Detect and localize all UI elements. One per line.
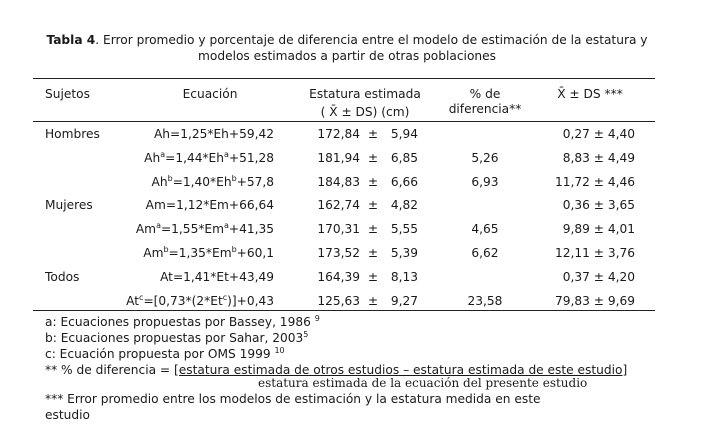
eq-sup2: b bbox=[231, 244, 237, 254]
row-ds: 6,66 bbox=[390, 175, 418, 189]
header-error: X̄ ± DS *** bbox=[557, 87, 623, 101]
row-error: 11,72 ± 4,46 bbox=[555, 175, 635, 189]
row-error: 9,89 ± 4,01 bbox=[562, 222, 635, 236]
header-sujetos: Sujetos bbox=[45, 87, 90, 101]
table-caption bbox=[45, 32, 649, 64]
row-sujetos: Todos bbox=[45, 270, 80, 284]
row-pm: ± bbox=[367, 246, 379, 260]
row-pm: ± bbox=[367, 151, 379, 165]
eq-mid: =1,44*Eh bbox=[165, 151, 224, 165]
header-rule bbox=[33, 121, 655, 122]
footnote-c-ref: 10 bbox=[274, 345, 285, 355]
row-ecuacion bbox=[80, 197, 274, 213]
row-diff: 6,93 bbox=[471, 175, 499, 189]
footnote-error-line2: estudio bbox=[45, 408, 90, 422]
eq-prefix: At bbox=[126, 294, 140, 308]
row-error: 0,27 ± 4,40 bbox=[562, 127, 635, 141]
eq-sup: a bbox=[156, 220, 161, 230]
row-diff: 23,58 bbox=[467, 294, 503, 308]
row-pm: ± bbox=[367, 294, 379, 308]
row-mean: 184,83 bbox=[317, 175, 360, 189]
row-ecuacion bbox=[80, 174, 274, 190]
row-error: 0,37 ± 4,20 bbox=[562, 270, 635, 284]
row-error: 12,11 ± 3,76 bbox=[555, 246, 635, 260]
eq-sup: b bbox=[167, 173, 173, 183]
eq-mid: =1,40*Eh bbox=[172, 175, 232, 189]
footnote-b bbox=[45, 330, 308, 346]
eq-prefix: Am bbox=[135, 222, 157, 236]
row-mean: 172,84 bbox=[317, 127, 360, 141]
row-ds: 4,82 bbox=[390, 198, 418, 212]
eq-suffix: )]+0,43 bbox=[227, 294, 274, 308]
row-mean: 164,39 bbox=[317, 270, 360, 284]
row-mean: 125,63 bbox=[317, 294, 360, 308]
row-diff: 6,62 bbox=[471, 246, 499, 260]
header-diferencia-line2: diferencia** bbox=[448, 102, 522, 116]
row-error: 0,36 ± 3,65 bbox=[562, 198, 635, 212]
row-ds: 9,27 bbox=[390, 294, 418, 308]
row-pm: ± bbox=[367, 175, 379, 189]
row-pm: ± bbox=[367, 270, 379, 284]
eq-mid: =[0,73*(2*Et bbox=[143, 294, 223, 308]
eq-suffix: +57,8 bbox=[236, 175, 274, 189]
eq-prefix: Ah bbox=[151, 175, 168, 189]
footnote-diferencia-denominator: estatura estimada de la ecuación del presente estudio bbox=[258, 376, 588, 390]
row-ds: 6,85 bbox=[390, 151, 418, 165]
row-mean: 162,74 bbox=[317, 198, 360, 212]
eq-sup2: b bbox=[231, 173, 237, 183]
row-mean: 170,31 bbox=[317, 222, 360, 236]
row-ds: 5,94 bbox=[390, 127, 418, 141]
eq-sup: c bbox=[139, 292, 144, 302]
row-error: 8,83 ± 4,49 bbox=[562, 151, 635, 165]
row-ds: 5,55 bbox=[390, 222, 418, 236]
row-ecuacion bbox=[80, 221, 274, 237]
footnote-c-text: c: Ecuación propuesta por OMS 1999 bbox=[45, 347, 275, 361]
header-diferencia-line1: % de bbox=[469, 87, 501, 101]
caption-text: . Error promedio y porcentaje de diferencia entre el modelo de estimación de la estatura y modelos estimados a partir de otras poblaciones bbox=[95, 33, 648, 63]
footnote-diferencia-prefix: ** % de diferencia = bbox=[45, 363, 175, 377]
top-rule bbox=[33, 78, 655, 79]
row-diff: 5,26 bbox=[471, 151, 499, 165]
footnote-b-text: b: Ecuaciones propuestas por Sahar, 2003 bbox=[45, 331, 304, 345]
eq-mid: =1,55*Em bbox=[160, 222, 224, 236]
eq-suffix: +51,28 bbox=[228, 151, 274, 165]
eq-sup: b bbox=[163, 244, 169, 254]
eq-prefix: Am bbox=[143, 246, 164, 260]
eq-suffix: +41,35 bbox=[228, 222, 274, 236]
caption-label: Tabla 4 bbox=[46, 33, 96, 47]
row-ds: 8,13 bbox=[390, 270, 418, 284]
footnote-error-line1: *** Error promedio entre los modelos de estimación y la estatura medida en este bbox=[45, 392, 541, 406]
row-ecuacion bbox=[80, 150, 274, 166]
footnote-a-text: a: Ecuaciones propuestas por Bassey, 1986 bbox=[45, 315, 315, 329]
row-ecuacion bbox=[80, 245, 274, 261]
eq-sup2: a bbox=[223, 220, 229, 230]
eq-prefix: Ah=1,25*Eh+59,42 bbox=[153, 127, 274, 141]
eq-sup2: a bbox=[223, 149, 229, 159]
row-ds: 5,39 bbox=[390, 246, 418, 260]
row-ecuacion bbox=[80, 269, 274, 285]
row-sujetos: Hombres bbox=[45, 127, 100, 141]
footnote-a-ref: 9 bbox=[314, 313, 320, 323]
row-diff: 4,65 bbox=[471, 222, 499, 236]
row-sujetos: Mujeres bbox=[45, 198, 93, 212]
eq-prefix: Ah bbox=[144, 151, 161, 165]
row-mean: 181,94 bbox=[317, 151, 360, 165]
eq-prefix: At=1,41*Et+43,49 bbox=[160, 270, 274, 284]
row-ecuacion bbox=[80, 126, 274, 142]
row-ecuacion bbox=[80, 293, 274, 309]
eq-mid: =1,35*Em bbox=[168, 246, 232, 260]
footnote-c bbox=[45, 346, 285, 362]
header-estatura-line1: Estatura estimada bbox=[309, 87, 421, 101]
footnote-diferencia-numerator: [estatura estimada de otros estudios – estatura estimada de este estudio] bbox=[174, 363, 628, 377]
row-mean: 173,52 bbox=[317, 246, 360, 260]
eq-sup: a bbox=[160, 149, 166, 159]
header-ecuacion: Ecuación bbox=[182, 87, 238, 101]
footnote-b-ref: 5 bbox=[303, 329, 309, 339]
eq-sup2: c bbox=[222, 292, 228, 302]
bottom-rule bbox=[33, 310, 655, 311]
row-pm: ± bbox=[367, 222, 379, 236]
eq-suffix: +60,1 bbox=[236, 246, 274, 260]
eq-prefix: Am=1,12*Em+66,64 bbox=[145, 198, 274, 212]
row-pm: ± bbox=[367, 127, 379, 141]
row-error: 79,83 ± 9,69 bbox=[555, 294, 635, 308]
header-estatura-line2: ( X̄ ± DS) (cm) bbox=[320, 105, 410, 119]
footnote-a bbox=[45, 314, 320, 330]
row-pm: ± bbox=[367, 198, 379, 212]
